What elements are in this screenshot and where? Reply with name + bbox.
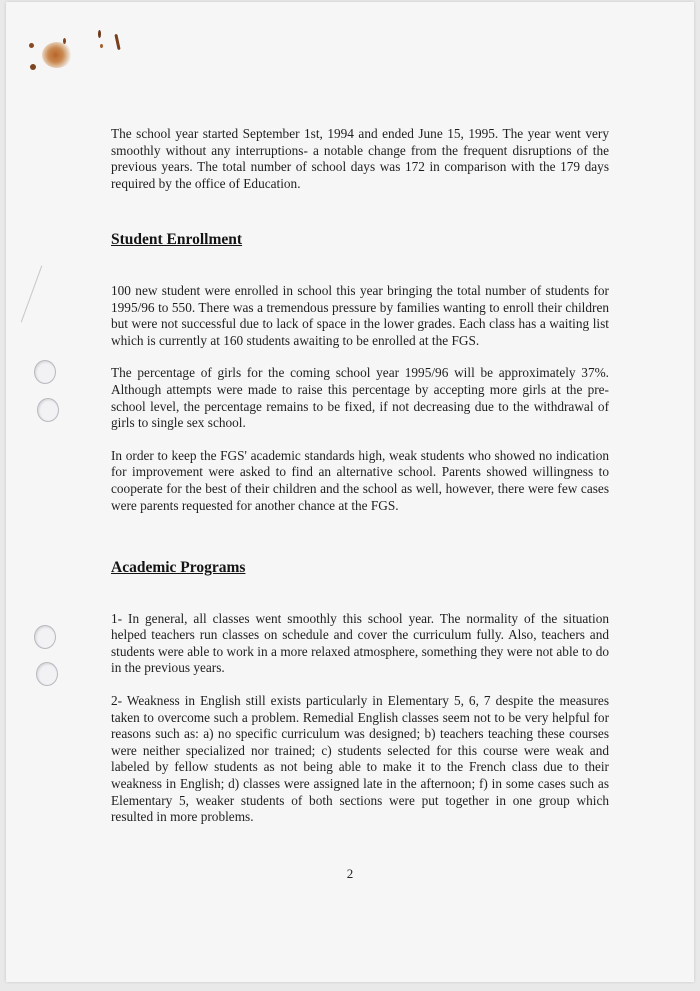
academic-paragraph: 1- In general, all classes went smoothly this school year. The normality of the situation helped teachers run classes on schedule and cover the curriculum fully. Also, teachers and students were able to work in a more relaxed atmosphere, something they were not able to do in the previous years.	[111, 610, 609, 676]
academic-paragraph: 2- Weakness in English still exists particularly in Elementary 5, 6, 7 despite the measures taken to overcome such a problem. Remedial English classes seem not to be very helpful for reasons such as: a) no specific curriculum was designed; b) teachers teaching these courses were neither specialized nor trained; c) students selected for this course were weak and labeled by fellow students as not being able to make it to the French class due to their weakness in English; d) classes were assigned late in the afternoon; f) in some cases such as Elementary 5, weaker students of both sections were put together in one group which resulted in more problems.	[111, 693, 609, 825]
document-body	[111, 126, 609, 826]
enrollment-paragraph: The percentage of girls for the coming school year 1995/96 will be approximately 37%. Although attempts were made to raise this percentage by accepting more girls at the pre-school level, the percentage remains to be fixed, if not decreasing due to the withdrawal of girls to single sex school.	[111, 365, 609, 431]
rust-speck-mark	[98, 30, 101, 38]
rust-speck-mark	[114, 34, 120, 50]
intro-paragraph: The school year started September 1st, 1994 and ended June 15, 1995. The year went very smoothly without any interruptions- a notable change from the frequent disruptions of the previous years. The total number of school days was 172 in comparison with the 179 days required by the office of Education.	[111, 126, 609, 191]
binder-hole	[36, 662, 58, 686]
enrollment-paragraph: 100 new student were enrolled in school this year bringing the total number of students for 1995/96 to 550. There was a tremendous pressure by families wanting to enroll their children but were not successful due to lack of space in the lower grades. Each class has a waiting list which is currently at 160 students awaiting to be enrolled at the FGS.	[111, 282, 609, 348]
rust-speck-mark	[30, 64, 36, 70]
page-number: 2	[346, 866, 354, 881]
section-heading-student-enrollment: Student Enrollment	[111, 231, 243, 249]
enrollment-paragraph: In order to keep the FGS' academic standards high, weak students who showed no indication for improvement were asked to find an alternative school. Parents showed willingness to cooperate for the best of their children and the school as well, however, there were few cases were parents requested for another chance at the FGS.	[111, 447, 609, 513]
binder-hole	[37, 398, 59, 422]
rust-stain-mark	[42, 42, 72, 68]
binder-hole	[34, 625, 56, 649]
rust-speck-mark	[100, 44, 103, 48]
rust-speck-mark	[63, 38, 66, 44]
document-page	[6, 2, 694, 982]
section-heading-academic-programs: Academic Programs	[111, 559, 246, 577]
rust-speck-mark	[29, 43, 34, 48]
binder-hole	[34, 360, 56, 384]
margin-mark	[21, 266, 42, 323]
